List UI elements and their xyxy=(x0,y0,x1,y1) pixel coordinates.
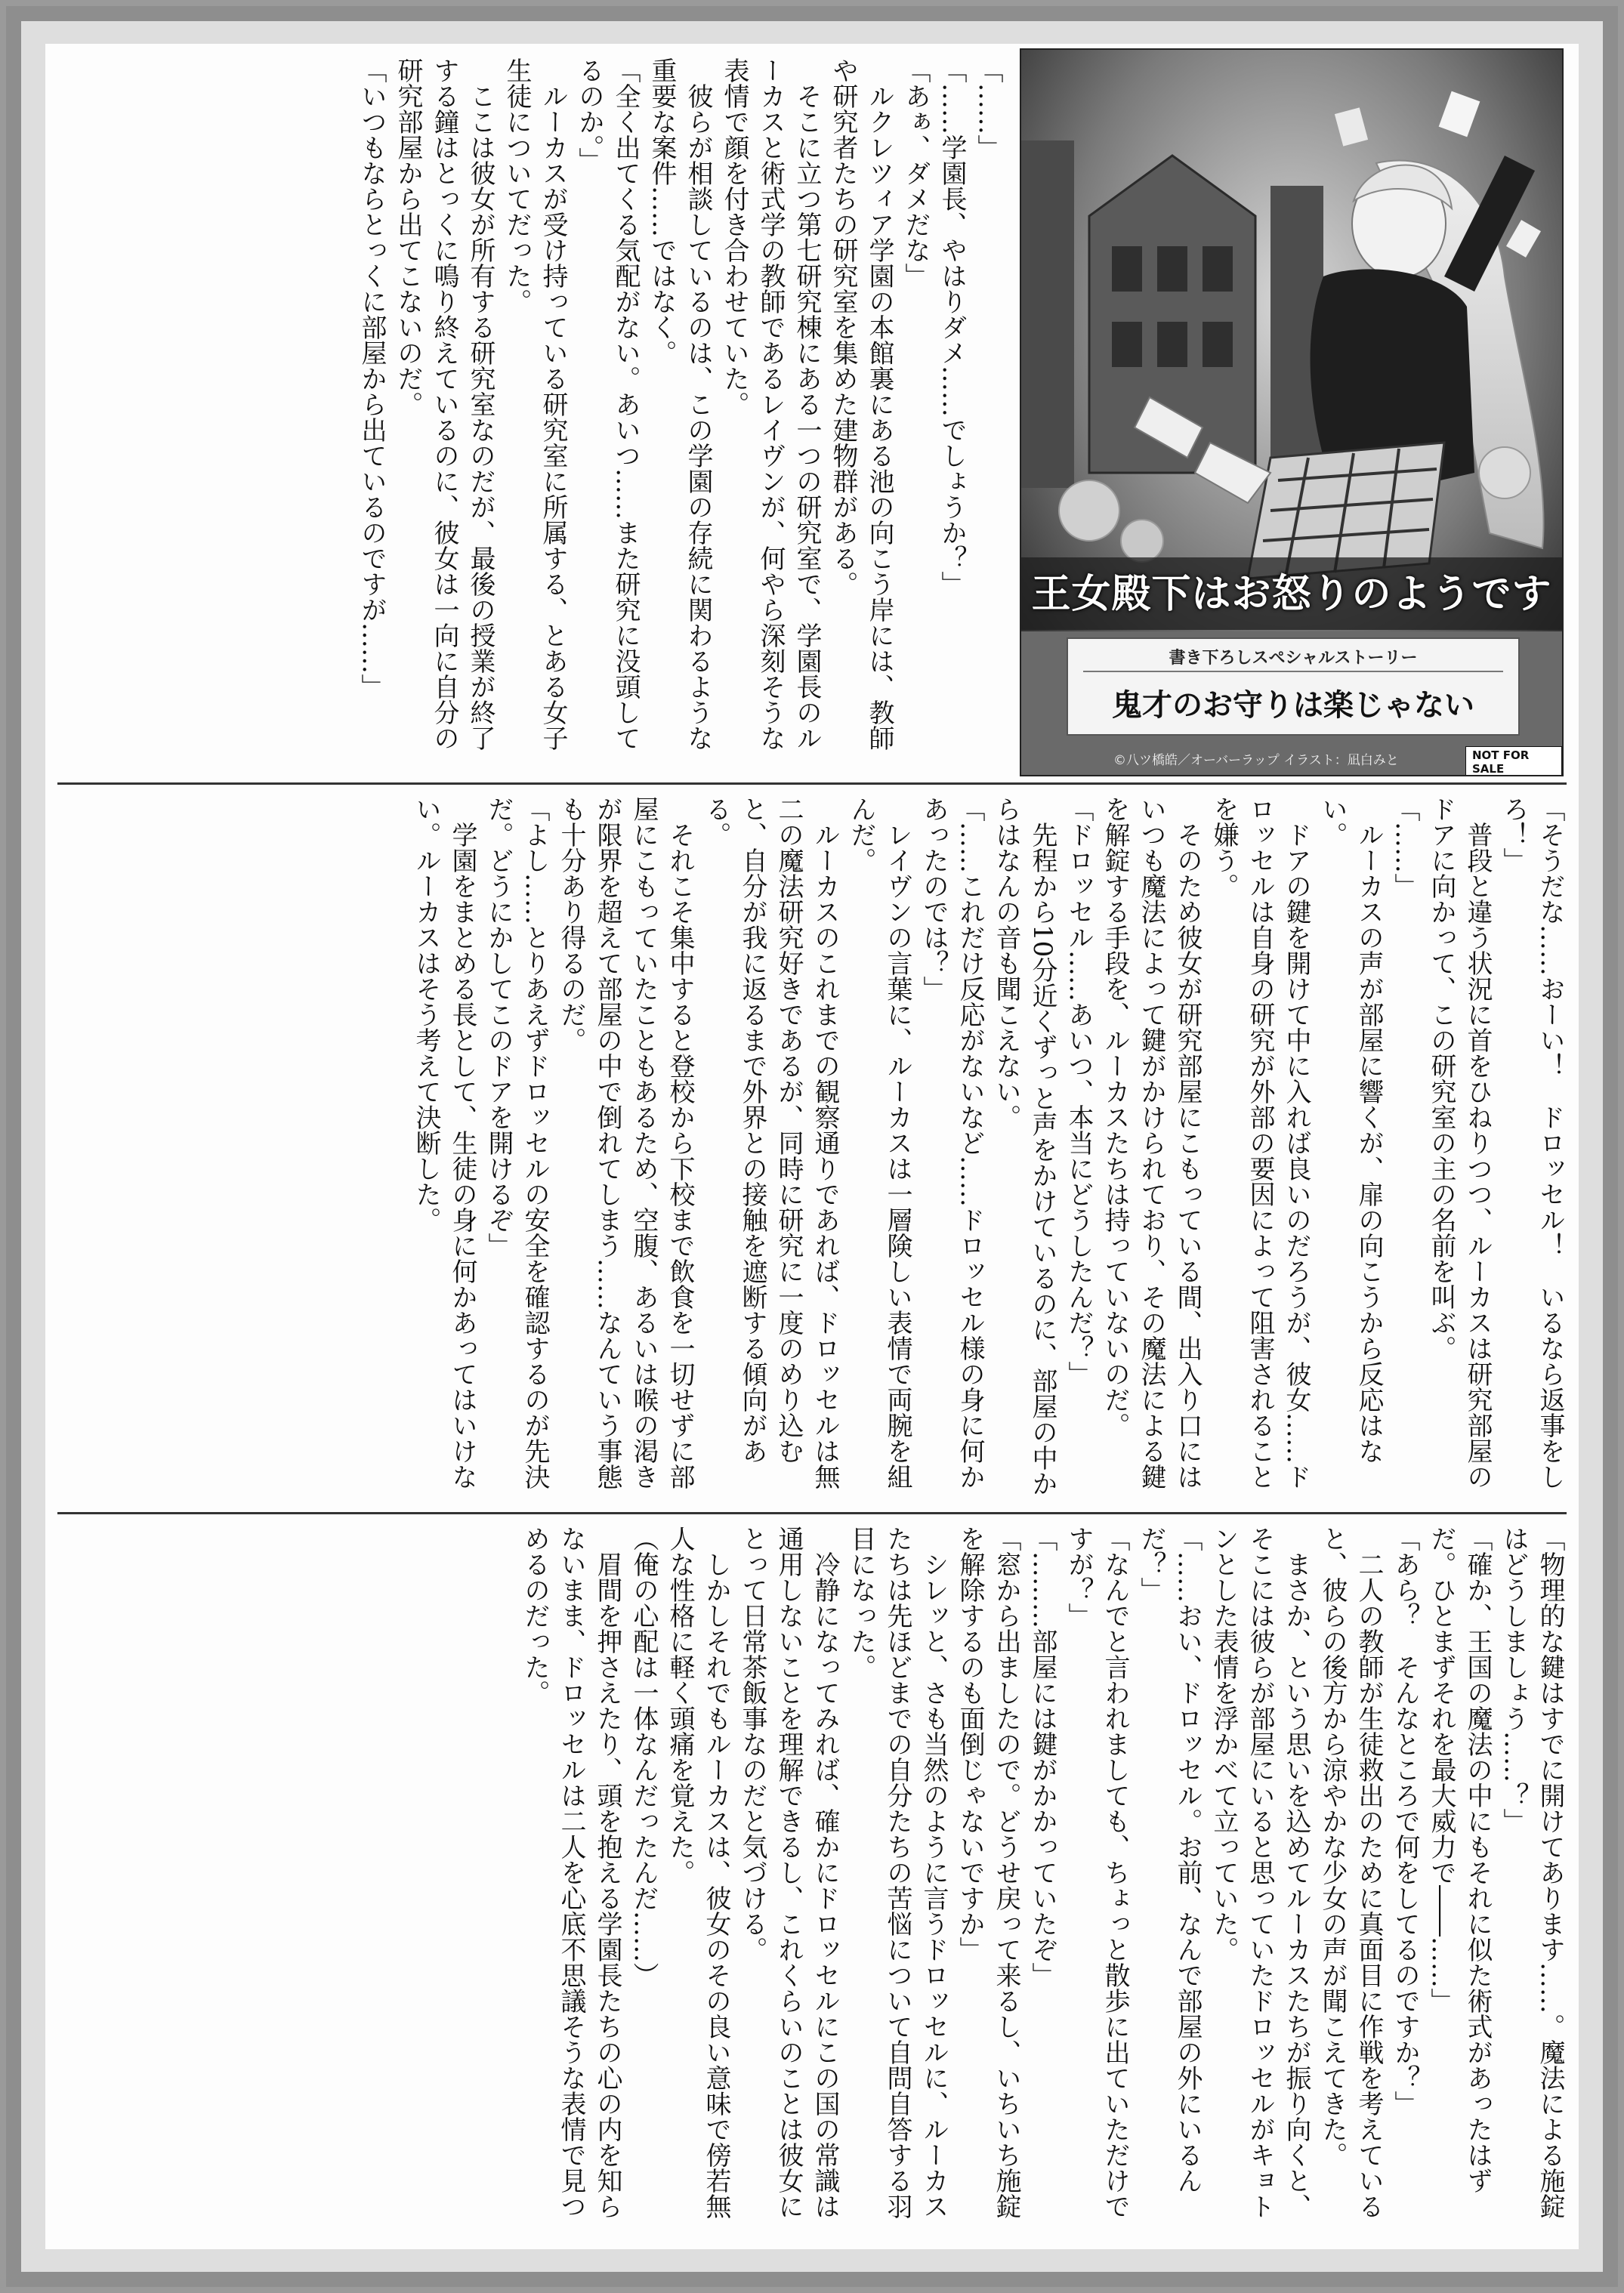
subtitle-divider xyxy=(1083,671,1503,672)
paragraph: 二人の教師が生徒救出のために真面目に作戦を考えていると、彼らの後方から涼やかな少女の声が聞こえてきた。 xyxy=(1317,1526,1384,2219)
paragraph: 「あら？ そんなところで何をしてるのですか？」 xyxy=(1390,1526,1420,2116)
paragraph: 「いつもならとっくに部屋から出ているのですが……」 xyxy=(357,57,387,699)
paragraph: そのため彼女が研究部屋にこもっている間、出入り口にはいつも魔法によって鍵がかけられており、その魔法による鍵を解錠する手段を、ルーカスたちは持っていないのだ。 xyxy=(1100,796,1203,1489)
paragraph: 「……おい、ドロッセル。お前、なんで部屋の外にいるんだ？」 xyxy=(1136,1526,1203,2193)
paragraph: 「………部屋には鍵がかかっていたぞ」 xyxy=(1027,1526,1057,1988)
not-for-sale-badge: NOT FOR SALE xyxy=(1465,746,1562,776)
section-2-text xyxy=(56,796,1568,1498)
book-title: 王女殿下はお怒りのようです xyxy=(1031,572,1552,617)
paragraph: 「ドロッセル……あいつ、本当にどうしたんだ？」 xyxy=(1064,796,1094,1387)
paragraph: 普段と違う状況に首をひねりつつ、ルーカスは研究部屋のドアに向かって、この研究室の主の名前を叫ぶ。 xyxy=(1426,796,1493,1489)
subtitle-box xyxy=(1067,637,1520,736)
paragraph: 冷静になってみれば、確かにドロッセルにこの国の常識は通用しないことを理解できるし、これくらいのことは彼女にとって日常茶飯事なのだと気づける。 xyxy=(737,1526,840,2219)
paragraph: そこに立つ第七研究棟にある一つの研究室で、学園長のルーカスと術式学の教師であるレイヴンが、何やら深刻そうな表情で顔を付き合わせていた。 xyxy=(719,57,822,751)
paragraph: 「あぁ、ダメだな」 xyxy=(900,57,931,289)
copyright-credit: ©八ツ橋皓／オーバーラップ イラスト：凪白みと xyxy=(1113,753,1399,768)
paragraph: 「物理的な鍵はすでに開けてあります……。魔法による施錠はどうしましょう……？」 xyxy=(1499,1526,1565,2219)
paragraph: ここは彼女が所有する研究室なのだが、最後の授業が終了する鐘はとっくに鳴り終えているのに、彼女は一向に自分の研究部屋から出てこないのだ。 xyxy=(393,57,496,751)
paragraph: 彼らが相談しているのは、この学園の存続に関わるような重要な案件……ではなく。 xyxy=(647,57,713,751)
cover-illustration xyxy=(1020,48,1564,776)
story-title: 鬼才のお守りは楽じゃない xyxy=(1112,687,1474,723)
paragraph: ルーカスが受け持っている研究室に所属する、とある女子生徒についてだった。 xyxy=(502,57,568,751)
paragraph: まさか、という思いを込めてルーカスたちが振り向くと、そこには彼らが部屋にいると思っていたドロッセルがキョトンとした表情を浮かべて立っていた。 xyxy=(1209,1526,1311,2219)
paragraph: 「窓から出ましたので。どうせ戻って来るし、いちいち施錠を解除するのも面倒じゃないですか」 xyxy=(955,1526,1021,2219)
section-1-text xyxy=(56,57,1006,767)
paragraph: （俺の心配は一体なんだったんだ……） xyxy=(628,1526,659,1988)
story-page xyxy=(45,44,1579,2249)
paragraph: 「なんでと言われましても、ちょっと散歩に出ていただけですが？」 xyxy=(1064,1526,1130,2219)
paragraph: 「……」 xyxy=(973,57,1003,160)
paragraph: 「……これだけ反応がないなど……ドロッセル様の身に何かあったのでは？」 xyxy=(919,796,985,1489)
paragraph: シレッと、さも当然のように言うドロッセルに、ルーカスたちは先ほどまでの自分たちの苦悩について自問自答する羽目になった。 xyxy=(846,1526,949,2219)
paragraph: 「そうだな……おーい！ ドロッセル！ いるなら返事をしろ！」 xyxy=(1499,796,1565,1489)
paragraph: 「よし……とりあえずドロッセルの安全を確認するのが先決だ。どうにかしてこのドアを開けるぞ」 xyxy=(483,796,550,1489)
paragraph: 「……」 xyxy=(1390,796,1420,899)
paragraph: それこそ集中すると登校から下校まで飲食を一切せずに部屋にこもっていたこともあるため、空腹、あるいは喉の渇きが限界を超えて部屋の中で倒れてしまう……なんていう事態も十分あり得るのだ。 xyxy=(556,796,695,1489)
paragraph: ルーカスの声が部屋に響くが、扉の向こうから反応はない。 xyxy=(1317,796,1384,1464)
special-story-label: 書き下ろしスペシャルストーリー xyxy=(1169,649,1418,668)
paragraph: レイヴンの言葉に、ルーカスは一層険しい表情で両腕を組んだ。 xyxy=(846,796,912,1489)
section-divider-2 xyxy=(57,1512,1567,1514)
paragraph: 先程から10分近くずっと声をかけているのに、部屋の中からはなんの音も聞こえない。 xyxy=(991,796,1057,1497)
paragraph: 「……学園長、やはりダメ……でしょうか？」 xyxy=(937,57,967,597)
paragraph: ドアの鍵を開けて中に入れば良いのだろうが、彼女……ドロッセルは自身の研究が外部の要因によって阻害されることを嫌う。 xyxy=(1209,796,1311,1489)
paragraph: 学園をまとめる長として、生徒の身に何かあってはいけない。ルーカスはそう考えて決断した。 xyxy=(411,796,477,1489)
paragraph: 「確か、王国の魔法の中にもそれに似た術式があったはずだ。ひとまずそれを最大威力で――……」 xyxy=(1426,1526,1493,2193)
paragraph: ルーカスのこれまでの観察通りであれば、ドロッセルは無二の魔法研究好きであるが、同時に研究に一度のめり込むと、自分が我に返るまで外界との接触を遮断する傾向がある。 xyxy=(701,796,840,1489)
paragraph: しかしそれでもルーカスは、彼女のその良い意味で傍若無人な性格に軽く頭痛を覚えた。 xyxy=(665,1526,731,2219)
paragraph: ルクレツィア学園の本館裏にある池の向こう岸には、教師や研究者たちの研究室を集めた建物群がある。 xyxy=(828,57,894,751)
section-3-text xyxy=(56,1526,1568,2228)
paragraph: 「全く出てくる気配がない。あいつ……また研究に没頭してるのか。」 xyxy=(574,57,641,751)
paragraph: 眉間を押さえたり、頭を抱える学園長たちの心の内を知らないまま、ドロッセルは二人を心底不思議そうな表情で見つめるのだった。 xyxy=(520,1526,622,2219)
section-divider-1 xyxy=(57,782,1567,785)
